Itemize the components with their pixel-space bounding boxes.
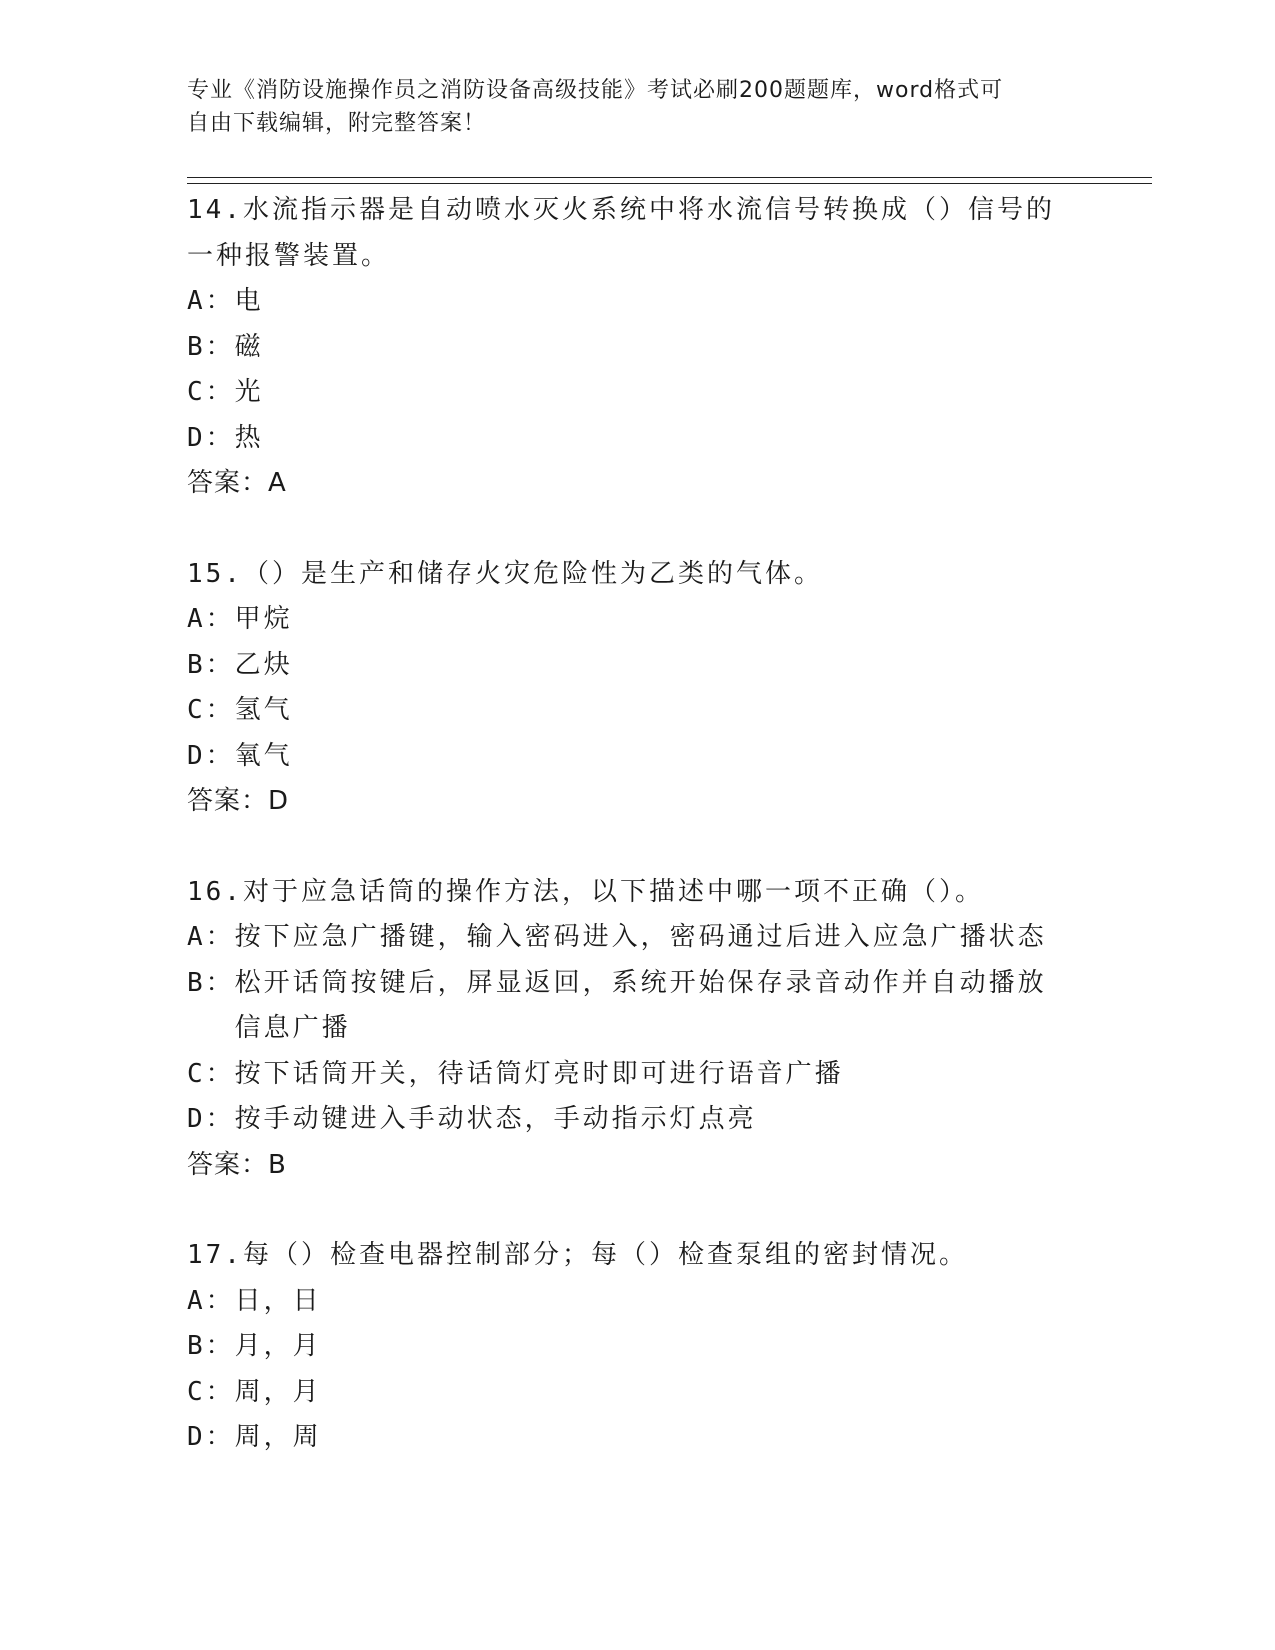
option-a [187,279,1067,325]
option-text: 松开话筒按键后，屏显返回，系统开始保存录音动作并自动播放信息广播 [234,967,1047,1043]
option-b [187,325,1067,371]
question-text: 15.（）是生产和储存火灾危险性为乙类的气体。 [187,558,823,589]
question-text: 17.每（）检查电器控制部分；每（）检查泵组的密封情况。 [187,1240,968,1270]
option-c [187,1052,1067,1098]
question-text: 14.水流指示器是自动喷水灭火系统中将水流信号转换成（）信号的一种报警装置。 [187,195,1055,271]
option-text: 热 [234,422,264,453]
header-line-2: 自由下载编辑，附完整答案！ [187,111,487,136]
option-a [187,597,1067,643]
option-text: 氧气 [234,740,293,771]
option-key: B： [187,331,235,362]
option-text: 按下话筒开关，待话筒灯亮时即可进行语音广播 [234,1058,844,1089]
option-text: 日，日 [234,1285,322,1316]
option-text: 甲烷 [234,604,293,634]
option-d [187,734,1067,780]
option-text: 光 [234,377,264,407]
question-17 [187,1233,1127,1461]
option-text: 乙炔 [234,649,293,680]
option-d [187,1097,1067,1143]
option-key: D： [187,740,235,771]
option-key: D： [187,1104,235,1134]
option-c [187,688,1067,734]
option-text: 电 [234,286,264,316]
option-key: A： [187,604,235,634]
option-c [187,370,1067,416]
header-divider-top [187,177,1152,178]
option-key: C： [187,377,235,407]
question-list [187,188,1127,1506]
option-b [187,961,1067,1052]
option-text: 磁 [234,331,264,362]
question-16 [187,870,1127,1189]
option-b [187,643,1067,689]
header-divider-bottom [187,183,1152,184]
question-text: 16.对于应急话筒的操作方法，以下描述中哪一项不正确（）。 [187,876,984,907]
question-14 [187,188,1127,507]
option-a [187,915,1067,961]
option-key: C： [187,695,235,725]
answer-line: 答案：A [187,468,287,498]
option-key: B： [187,649,235,680]
option-key: C： [187,1376,235,1407]
option-d [187,416,1067,462]
answer-line: 答案：B [187,1149,287,1180]
option-text: 月，月 [234,1331,322,1361]
option-key: C： [187,1058,235,1089]
option-key: A： [187,286,235,316]
option-text: 周，周 [234,1422,322,1452]
option-key: B： [187,1331,235,1361]
answer-line: 答案：D [187,786,290,816]
document-header [187,74,1087,140]
option-a [187,1279,1067,1325]
option-text: 周，月 [234,1376,322,1407]
option-key: A： [187,1285,235,1316]
question-15 [187,552,1127,825]
option-text: 按手动键进入手动状态，手动指示灯点亮 [234,1104,757,1134]
header-line-1: 专业《消防设施操作员之消防设备高级技能》考试必刷200题题库，word格式可 [187,78,1004,103]
option-c [187,1370,1067,1416]
option-key: D： [187,422,235,453]
option-d [187,1415,1067,1461]
option-b [187,1324,1067,1370]
option-text: 氢气 [234,695,293,725]
option-key: D： [187,1422,235,1452]
option-text: 按下应急广播键，输入密码进入，密码通过后进入应急广播状态 [234,922,1047,952]
option-key: B： [187,967,235,998]
option-key: A： [187,922,235,952]
